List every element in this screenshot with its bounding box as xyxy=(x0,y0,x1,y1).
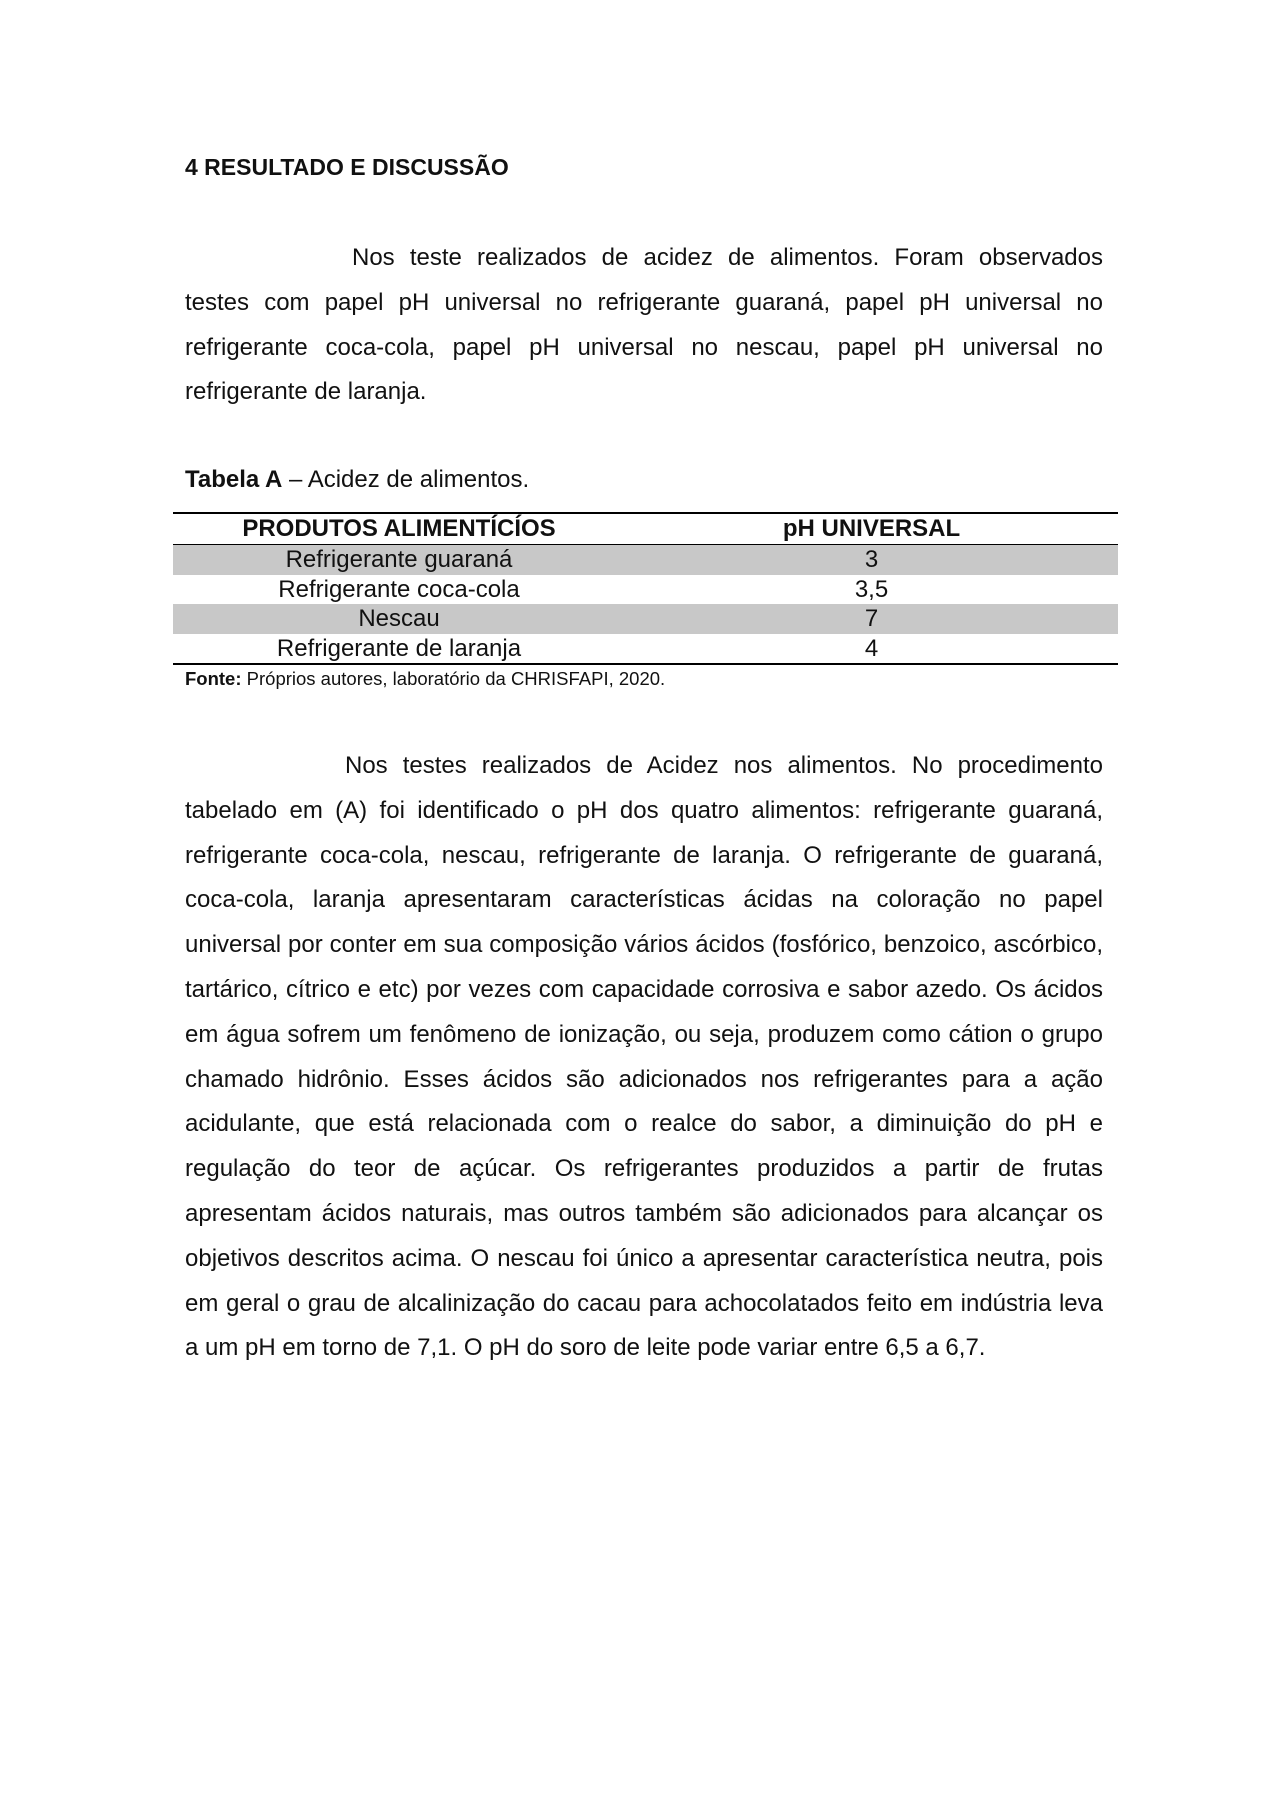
column-header-products: PRODUTOS ALIMENTÍCÍOS xyxy=(173,513,625,545)
product-cell: Refrigerante coca-cola xyxy=(278,575,520,603)
product-cell: Refrigerante de laranja xyxy=(173,634,625,665)
table-header-row xyxy=(173,513,1118,545)
table-caption-label: Tabela A xyxy=(185,466,283,493)
discussion-paragraph: Nos testes realizados de Acidez nos alimentos. No procedimento tabelado em (A) foi identificado o pH dos quatro alimentos: refrigerante guaraná, refrigerante coca-cola, nescau, refrigerante de laranja. O refrigerante de guaraná, coca-cola, laranja apresentaram características ácidas na coloração no papel universal por conter em sua composição vários ácidos (fosfórico, benzoico, ascórbico, tartárico, cítrico e etc) por vezes com capacidade corrosiva e sabor azedo. Os ácidos em água sofrem um fenômeno de ionização, ou seja, produzem como cátion o grupo chamado hidrônio. Esses ácidos são adicionados nos refrigerantes para a ação acidulante, que está relacionada com o realce do sabor, a diminuição do pH e regulação do teor de açúcar. Os refrigerantes produzidos a partir de frutas apresentam ácidos naturais, mas outros também são adicionados para alcançar os objetivos descritos acima. O nescau foi único a apresentar característica neutra, pois em geral o grau de alcalinização do cacau para achocolatados feito em indústria leva a um pH em torno de 7,1. O pH do soro de leite pode variar entre 6,5 a 6,7. xyxy=(185,752,1103,1362)
ph-cell: 7 xyxy=(625,604,1118,634)
ph-cell: 3,5 xyxy=(854,575,889,603)
column-header-ph: pH UNIVERSAL xyxy=(625,513,1118,545)
table-caption-text: – Acidez de alimentos. xyxy=(282,466,530,493)
section-title: 4 RESULTADO E DISCUSSÃO xyxy=(185,154,509,180)
table-source xyxy=(185,668,665,690)
product-cell: Refrigerante guaraná xyxy=(173,545,625,575)
table-row xyxy=(173,575,1118,605)
intro-paragraph: Nos teste realizados de acidez de alimentos. Foram observados testes com papel pH universal no refrigerante guaraná, papel pH universal no refrigerante coca-cola, papel pH universal no nescau, papel pH universal no refrigerante de laranja. xyxy=(185,244,1103,406)
table-row xyxy=(173,604,1118,634)
ph-cell: 4 xyxy=(625,634,1118,665)
table-row xyxy=(173,634,1118,665)
acidity-table xyxy=(173,512,1118,665)
product-cell: Nescau xyxy=(173,604,625,634)
table-source-text: Próprios autores, laboratório da CHRISFAPI, 2020. xyxy=(241,668,666,689)
table-source-label: Fonte: xyxy=(185,668,242,689)
table-row xyxy=(173,545,1118,575)
ph-cell: 3 xyxy=(625,545,1118,575)
table-caption xyxy=(185,466,529,494)
